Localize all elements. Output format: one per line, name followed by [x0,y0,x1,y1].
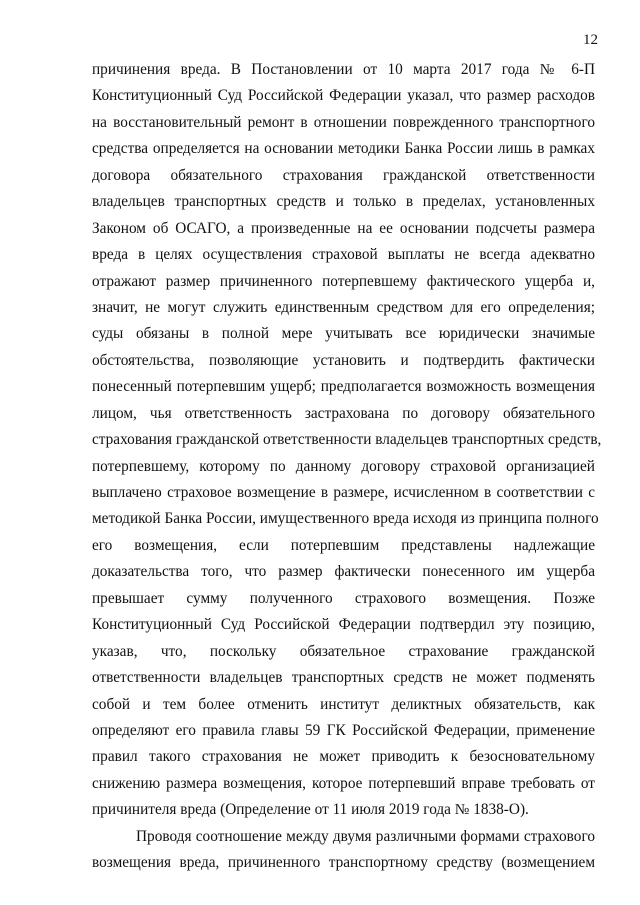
text-line: Конституционный Суд Российской Федерации подтвердил эту позицию, [92,616,595,634]
text-line: Проводя соотношение между двумя различными формами страхового [136,827,595,845]
text-line: на восстановительный ремонт в отношении поврежденного транспортного [92,113,595,131]
text-line: лицом, чья ответственность застрахована по договору обязательного [92,404,595,422]
text-line: причинителя вреда (Определение от 11 июля 2019 года № 1838-О). [92,801,529,819]
text-line: Законом об ОСАГО, а произведенные на ее основании подсчеты размера [92,219,595,237]
text-line: вреда в целях осуществления страховой выплаты не всегда адекватно [92,246,595,264]
text-line: Конституционный Суд Российской Федерации указал, что размер расходов [92,87,595,105]
text-line: его возмещения, если потерпевшим представлены надлежащие [92,536,595,554]
text-line: понесенный потерпевшим ущерб; предполагается возможность возмещения [92,378,595,396]
text-line: собой и тем более отменить институт деликтных обязательств, как [92,695,595,713]
text-line: выплачено страховое возмещение в размере, исчисленном в соответствии с [92,484,595,501]
page-number: 12 [583,32,598,48]
text-line: снижению размера возмещения, которое потерпевший вправе требовать от [92,774,595,792]
text-line: договора обязательного страхования гражданской ответственности [92,166,595,184]
text-line: методикой Банка России, имущественного вреда исходя из принципа полного [92,510,599,528]
text-line: ответственности владельцев транспортных средств не может подменять [92,669,595,687]
text-line: указав, что, поскольку обязательное страхование гражданской [92,642,595,660]
text-line: страхования гражданской ответственности владельцев транспортных средств, [92,431,602,449]
document-body [92,57,602,877]
text-line: превышает сумму полученного страхового возмещения. Позже [92,589,595,607]
text-line: причинения вреда. В Постановлении от 10 марта 2017 года № 6-П [92,61,595,78]
text-line: потерпевшему, которому по данному договору страховой организацией [92,457,595,475]
text-line: возмещения вреда, причиненного транспортному средству (возмещением [92,854,595,872]
text-line: доказательства того, что размер фактически понесенного им ущерба [92,563,595,581]
text-line: отражают размер причиненного потерпевшему фактического ущерба и, [92,272,595,290]
text-line: значит, не могут служить единственным средством для его определения; [92,298,595,316]
text-line: суды обязаны в полной мере учитывать все юридически значимые [92,325,595,343]
text-line: средства определяется на основании методики Банка России лишь в рамках [92,140,595,158]
text-line: обстоятельства, позволяющие установить и подтвердить фактически [92,351,595,369]
text-line: правил такого страхования не может приводить к безосновательному [92,748,595,766]
text-line: определяют его правила главы 59 ГК Российской Федерации, применение [92,721,595,739]
text-line: владельцев транспортных средств и только в пределах, установленных [92,193,595,211]
